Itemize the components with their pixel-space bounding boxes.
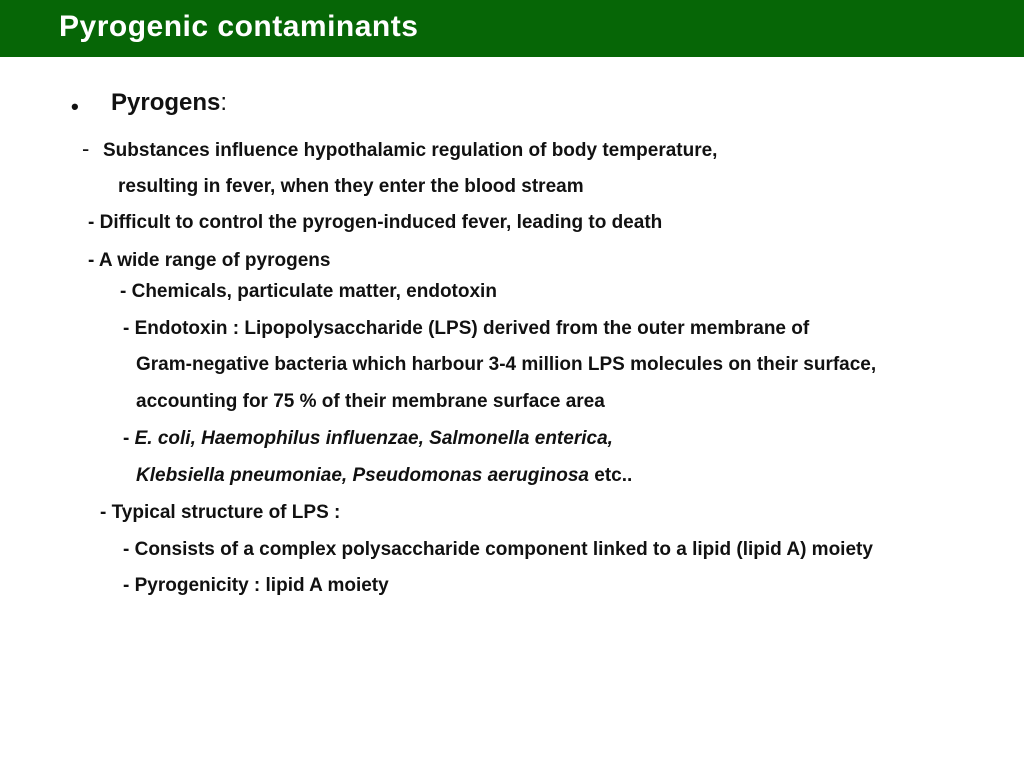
species-dash: -	[123, 428, 135, 449]
line-pyrogenicity: - Pyrogenicity : lipid A moiety	[123, 575, 389, 596]
line-species-2	[136, 465, 632, 487]
line-substances: Substances influence hypothalamic regulation of body temperature,	[103, 140, 718, 161]
bullet-icon: •	[71, 94, 79, 119]
title-bar	[0, 0, 1024, 57]
line-accounting: accounting for 75 % of their membrane surface area	[136, 391, 605, 412]
line-resulting-fever: resulting in fever, when they enter the blood stream	[118, 176, 584, 197]
line-wide-range: - A wide range of pyrogens	[88, 250, 331, 271]
heading-colon: :	[220, 89, 228, 116]
species-list-1: E. coli, Haemophilus influenzae, Salmonella enterica,	[134, 428, 613, 449]
species-list-2: Klebsiella pneumoniae, Pseudomonas aeruginosa	[136, 465, 589, 486]
line-consists: - Consists of a complex polysaccharide component linked to a lipid (lipid A) moiety	[123, 539, 873, 560]
species-etc: etc..	[588, 465, 633, 486]
line-difficult-control: - Difficult to control the pyrogen-induced fever, leading to death	[88, 212, 663, 233]
line-1-dash: -	[82, 136, 90, 161]
line-gram-negative: Gram-negative bacteria which harbour 3-4 million LPS molecules on their surface,	[136, 354, 877, 375]
line-typical-structure: - Typical structure of LPS :	[100, 502, 341, 523]
line-endotoxin: - Endotoxin : Lipopolysaccharide (LPS) derived from the outer membrane of	[123, 318, 810, 339]
line-chemicals: - Chemicals, particulate matter, endotoxin	[120, 281, 497, 302]
heading-pyrogens	[111, 89, 227, 117]
heading-text: Pyrogens	[111, 89, 221, 116]
line-species-1	[123, 428, 613, 450]
slide-title: Pyrogenic contaminants	[59, 10, 419, 43]
